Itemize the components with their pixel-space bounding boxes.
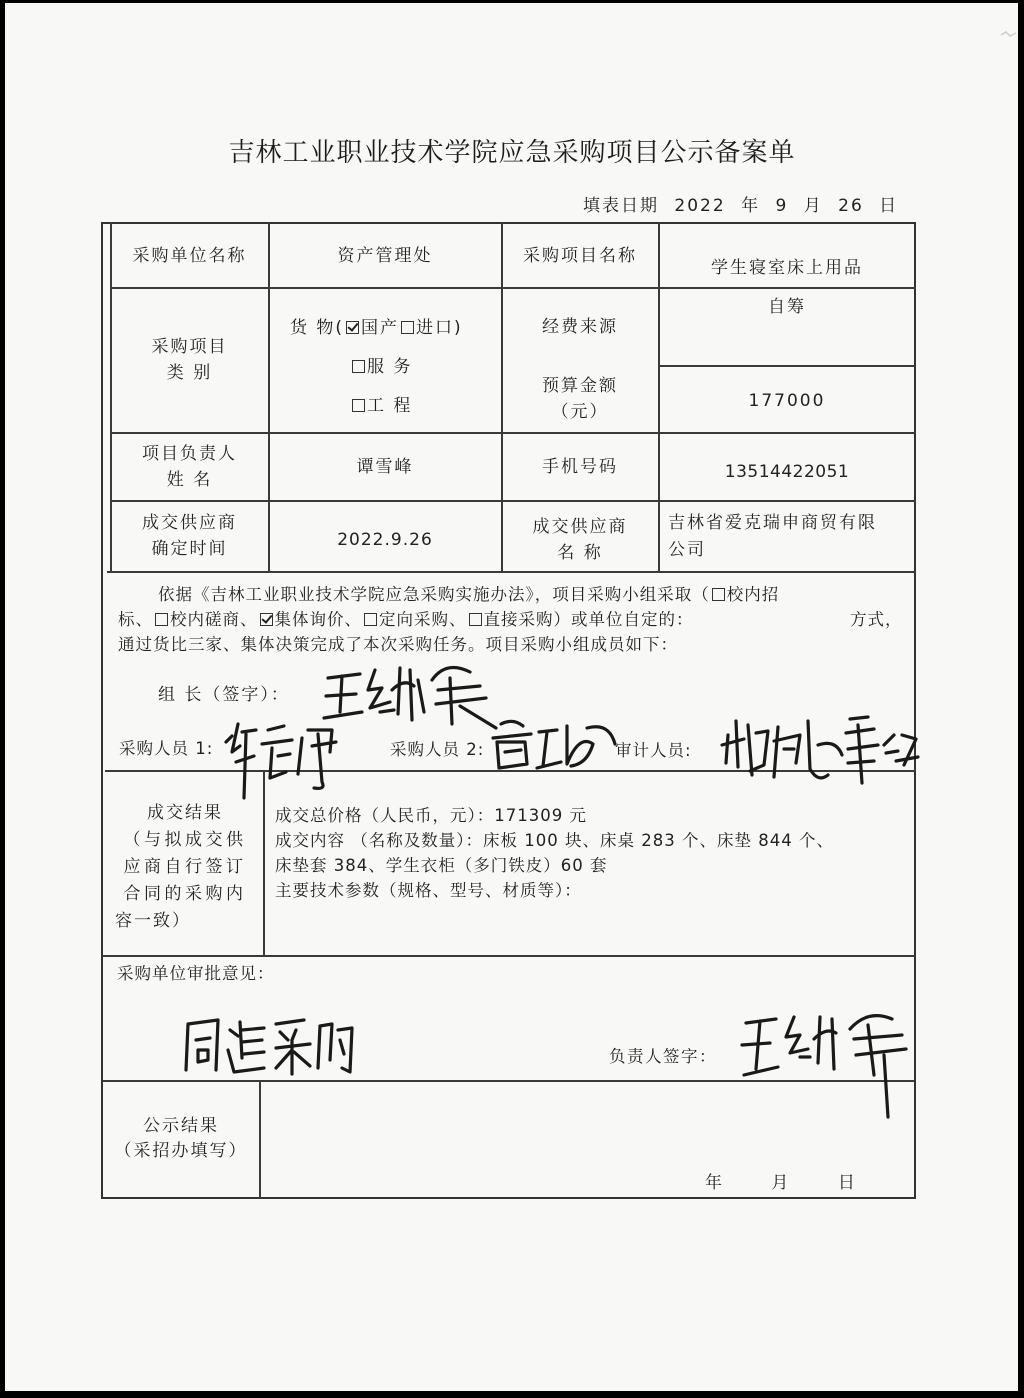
category-options — [290, 309, 463, 426]
method-text-1a: 依据《吉林工业职业技术学院应急采购实施办法》，项目采购小组采取（ — [158, 585, 710, 604]
leader-signature — [320, 650, 500, 730]
publicity-label-line2: （采招办填写） — [114, 1141, 248, 1161]
approval-opinion — [180, 1010, 360, 1080]
publicity-label — [103, 1114, 259, 1164]
buyer2-signature — [483, 714, 623, 774]
import-label: 进口) — [416, 318, 463, 338]
method-text-2d: 定向采购、 — [379, 610, 467, 629]
buyer1-label: 采购人员 1: — [119, 739, 214, 758]
result-label-line3: 应商自行签订 — [123, 857, 247, 877]
supplier-value — [668, 510, 877, 564]
leader-value: 谭雪峰 — [356, 456, 414, 477]
directed-checkbox[interactable] — [364, 613, 377, 626]
domestic-checkbox[interactable] — [346, 321, 359, 334]
project-label: 采购项目名称 — [523, 245, 637, 266]
supplier-value-line1: 吉林省爱克瑞申商贸有限 — [668, 513, 877, 533]
service-label: 服 务 — [367, 357, 413, 377]
fill-date-month-unit: 月 — [803, 196, 823, 216]
budget-label-line2: （元） — [551, 402, 609, 422]
signer-label: 负责人签字： — [609, 1047, 717, 1066]
confirm-time-label-line1: 成交供应商 — [142, 513, 237, 533]
fill-date-year: 2022 — [674, 196, 726, 216]
engineering-option — [290, 387, 463, 426]
import-checkbox[interactable] — [401, 321, 414, 334]
category-label-line1: 采购项目 — [151, 337, 228, 357]
fill-date-label: 填表日期 — [583, 196, 659, 216]
funding-label: 经费来源 — [542, 317, 618, 337]
unit-label: 采购单位名称 — [132, 245, 247, 266]
fill-date-day: 26 — [838, 196, 864, 216]
method-line2 — [118, 607, 908, 632]
budget-label-line1: 预算金额 — [542, 376, 618, 396]
supplier-label — [502, 505, 658, 575]
buyer1-signature — [222, 712, 342, 802]
tech-params: 主要技术参数（规格、型号、材质等）： — [275, 881, 582, 900]
confirm-time-value: 2022.9.26 — [337, 530, 433, 550]
document-title: 吉林工业职业技术学院应急采购项目公示备案单 — [228, 138, 796, 168]
goods-option — [290, 309, 463, 348]
leader-label — [111, 433, 268, 500]
method-text-1b: 校内招 — [726, 585, 780, 604]
result-label-line5: 容一致） — [115, 911, 191, 931]
row-divider — [103, 955, 915, 957]
method-text-2e: 直接采购）或单位自定的： — [483, 610, 694, 629]
budget-value: 177000 — [748, 391, 826, 411]
supplier-label-line2: 名 称 — [557, 543, 603, 563]
buyer2-label: 采购人员 2: — [390, 740, 485, 759]
method-paragraph — [118, 582, 908, 657]
leader-sign-label: 组 长（签字）： — [158, 685, 290, 705]
project-value: 学生寝室床上用品 — [711, 257, 863, 278]
method-line3: 通过货比三家、集体决策完成了本次采购任务。项目采购小组成员如下： — [118, 635, 678, 654]
deal-content-line2: 床垫套 384、学生衣柜（多门铁皮）60 套 — [275, 856, 608, 875]
result-content — [275, 803, 915, 903]
fill-date — [583, 191, 906, 216]
group-inquiry-checkbox[interactable] — [260, 613, 273, 626]
publicity-day-unit: 日 — [837, 1173, 855, 1193]
phone-value: 13514422051 — [724, 461, 850, 482]
deal-content-line1: 成交内容 （名称及数量）：床板 100 块、床桌 283 个、床垫 844 个、 — [275, 831, 834, 850]
method-text-2b: 校内磋商、 — [170, 610, 258, 629]
publicity-label-line1: 公示结果 — [143, 1116, 219, 1136]
approval-label: 采购单位审批意见： — [117, 964, 275, 983]
leader-label-line1: 项目负责人 — [142, 443, 237, 464]
goods-label: 货 物( — [290, 318, 345, 338]
supplier-label-line1: 成交供应商 — [532, 517, 628, 537]
method-text-2a: 标、 — [118, 610, 153, 629]
phone-label: 手机号码 — [542, 456, 618, 477]
budget-label — [502, 366, 658, 432]
service-option — [290, 348, 463, 387]
supplier-value-line2: 公司 — [668, 540, 706, 560]
category-label — [111, 288, 268, 432]
fill-date-year-unit: 年 — [741, 196, 761, 216]
leader-label-line2: 姓 名 — [166, 469, 213, 490]
unit-value: 资产管理处 — [337, 245, 433, 266]
publicity-date — [705, 1168, 855, 1193]
domestic-label: 国产 — [361, 318, 400, 338]
method-text-2f: 方式， — [850, 610, 903, 629]
publicity-year-unit: 年 — [705, 1173, 722, 1193]
fill-date-day-unit: 日 — [879, 196, 899, 216]
funding-value: 自筹 — [768, 297, 806, 317]
confirm-time-label-line2: 确定时间 — [151, 539, 228, 559]
category-label-line2: 类 别 — [166, 363, 213, 383]
result-label-line1: 成交结果 — [147, 803, 223, 823]
approver-signature — [738, 995, 918, 1125]
corner-mark — [1000, 30, 1018, 38]
confirm-time-label — [111, 501, 268, 571]
fill-date-month: 9 — [775, 196, 789, 216]
method-text-2c: 集体询价、 — [274, 610, 362, 629]
publicity-month-unit: 月 — [771, 1173, 789, 1193]
campus-negotiation-checkbox[interactable] — [155, 613, 168, 626]
engineering-checkbox[interactable] — [352, 399, 365, 412]
total-price: 成交总价格（人民币，元）：171309 元 — [275, 806, 587, 825]
campus-bid-checkbox[interactable] — [712, 588, 725, 601]
result-label-line4: 合同的采购内 — [123, 884, 247, 904]
method-line1 — [118, 582, 908, 607]
direct-checkbox[interactable] — [469, 613, 482, 626]
auditor-signature — [718, 705, 920, 795]
auditor-label: 审计人员: — [615, 741, 692, 760]
service-checkbox[interactable] — [352, 360, 365, 373]
result-label-line2: （与拟成交供 — [123, 830, 247, 850]
result-label — [107, 800, 263, 935]
col-divider — [259, 1080, 261, 1198]
engineering-label: 工 程 — [367, 396, 413, 416]
